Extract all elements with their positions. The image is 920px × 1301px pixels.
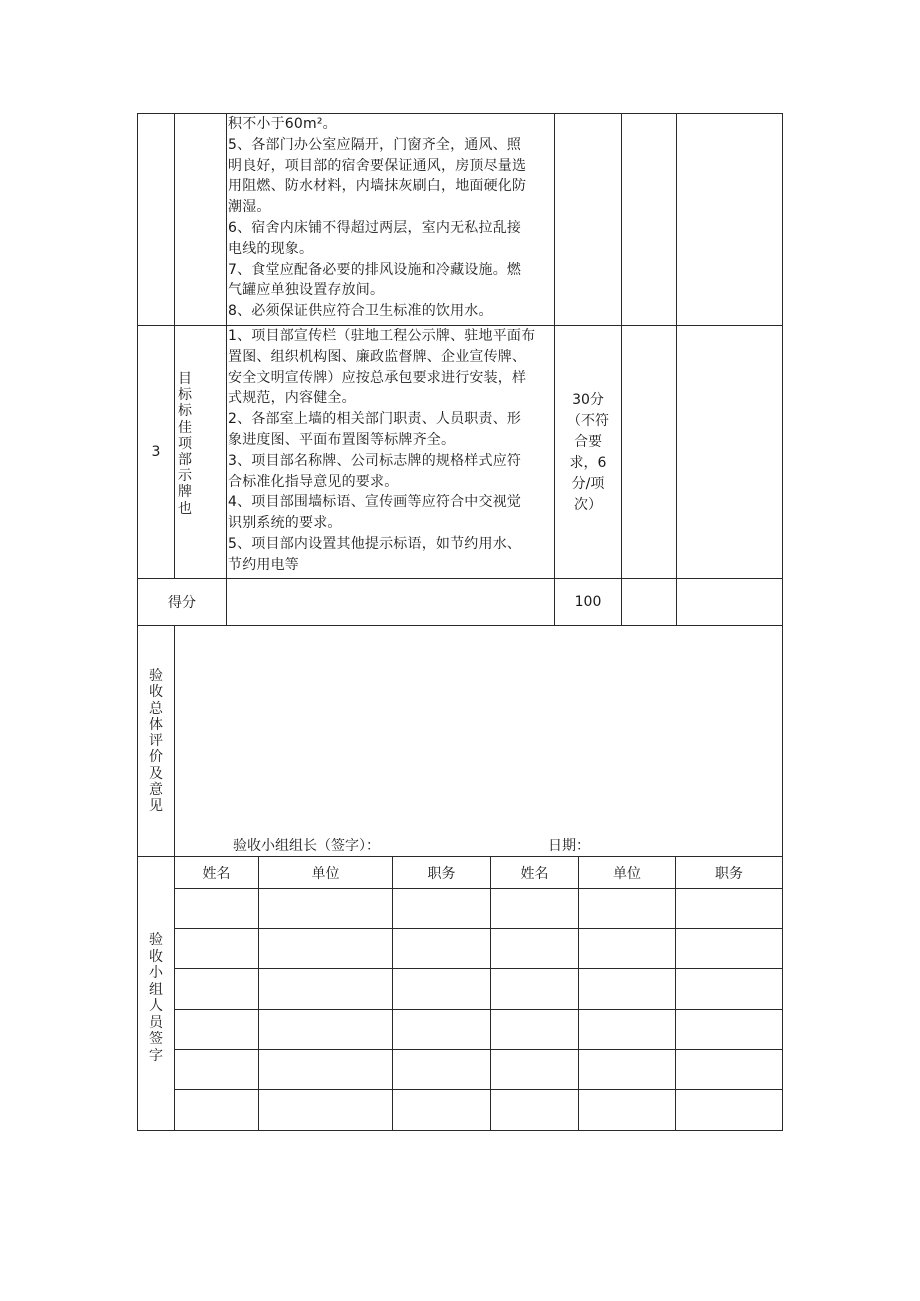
signature-row[interactable] [175,929,782,968]
header-name: 姓名 [202,865,231,882]
rule [676,113,677,625]
section3-line: 安全文明宣传牌）应按总承包要求进行安装，样 [228,369,527,386]
section3-line: 识别系统的要求。 [228,515,342,532]
signature-row[interactable] [175,969,782,1009]
section2-line: 7、食堂应配备必要的排风设施和冷藏设施。燃 [228,261,522,278]
section3-number: 3 [151,444,161,460]
date-label: 日期： [548,838,590,854]
evaluation-comment-area[interactable] [175,626,782,836]
section2-line: 气罐应单独设置存放间。 [228,282,385,299]
section2-line: 潮湿。 [228,199,271,216]
evaluation-label: 验 收 总 体 评 价 及 意 见 [149,668,163,815]
section3-line: 式规范，内容健全。 [228,390,356,407]
section2-line: 6、宿舍内床铺不得超过两层，室内无私拉乱接 [228,219,522,236]
signature-row[interactable] [175,1010,782,1049]
section3-line: 置图、组织机构图、廉政监督牌、企业宣传牌、 [228,348,527,365]
signature-row[interactable] [175,889,782,928]
header-unit: 单位 [613,865,641,882]
section3-line: 2、各部室上墙的相关部门职责、人员职责、形 [228,411,522,428]
section2-line: 8、必须保证供应符合卫生标准的饮用水。 [228,303,493,320]
rule [782,113,783,1131]
header-unit: 单位 [311,865,340,882]
section3-line: 5、项目部内设置其他提示标语，如节约用水、 [228,535,522,552]
rule [621,113,622,625]
section2-line: 5、各部门办公室应隔开，门窗齐全，通风、照 [228,136,522,153]
section2-content [228,114,554,325]
rule [137,578,783,579]
total-value: 100 [574,594,602,610]
section3-score: 30分 （不符 合要 求，6 分/项 次） [567,392,609,513]
section3-line: 合标准化指导意见的要求。 [228,473,399,490]
section2-line: 用阻燃、防水材料，内墙抹灰刷白，地面硬化防 [228,178,527,195]
section2-line: 明良好，项目部的宿舍要保证通风，房顶尽量选 [228,157,527,174]
section3-line: 1、项目部宣传栏（驻地工程公示牌、驻地平面布 [228,328,536,344]
section3-line: 象进度图、平面布置图等标牌齐全。 [228,431,456,448]
rule [554,113,555,625]
section3-content [228,326,554,578]
signature-row[interactable] [175,1050,782,1089]
rule [137,1130,783,1131]
total-label: 得分 [168,595,196,611]
signature-row[interactable] [175,1090,782,1130]
leader-signature-label: 验收小组组长（签字）： [233,838,380,854]
signatures-label: 验 收 小 组 人 员 签 字 [149,932,163,1064]
section3-line: 4、项目部围墙标语、宣传画等应符合中交视觉 [228,494,522,511]
section3-line: 3、项目部名称牌、公司标志牌的规格样式应符 [228,452,522,469]
section3-line: 节约用电等 [228,556,299,573]
rule [226,113,227,625]
section3-category: 目 标 标 佳 项 部 示 牌 也 [178,371,192,517]
section2-line: 电线的现象。 [228,240,314,257]
header-position: 职务 [427,865,456,882]
section2-line: 积不小于60m²。 [228,116,337,132]
header-name: 姓名 [520,865,549,882]
header-position: 职务 [715,865,743,882]
